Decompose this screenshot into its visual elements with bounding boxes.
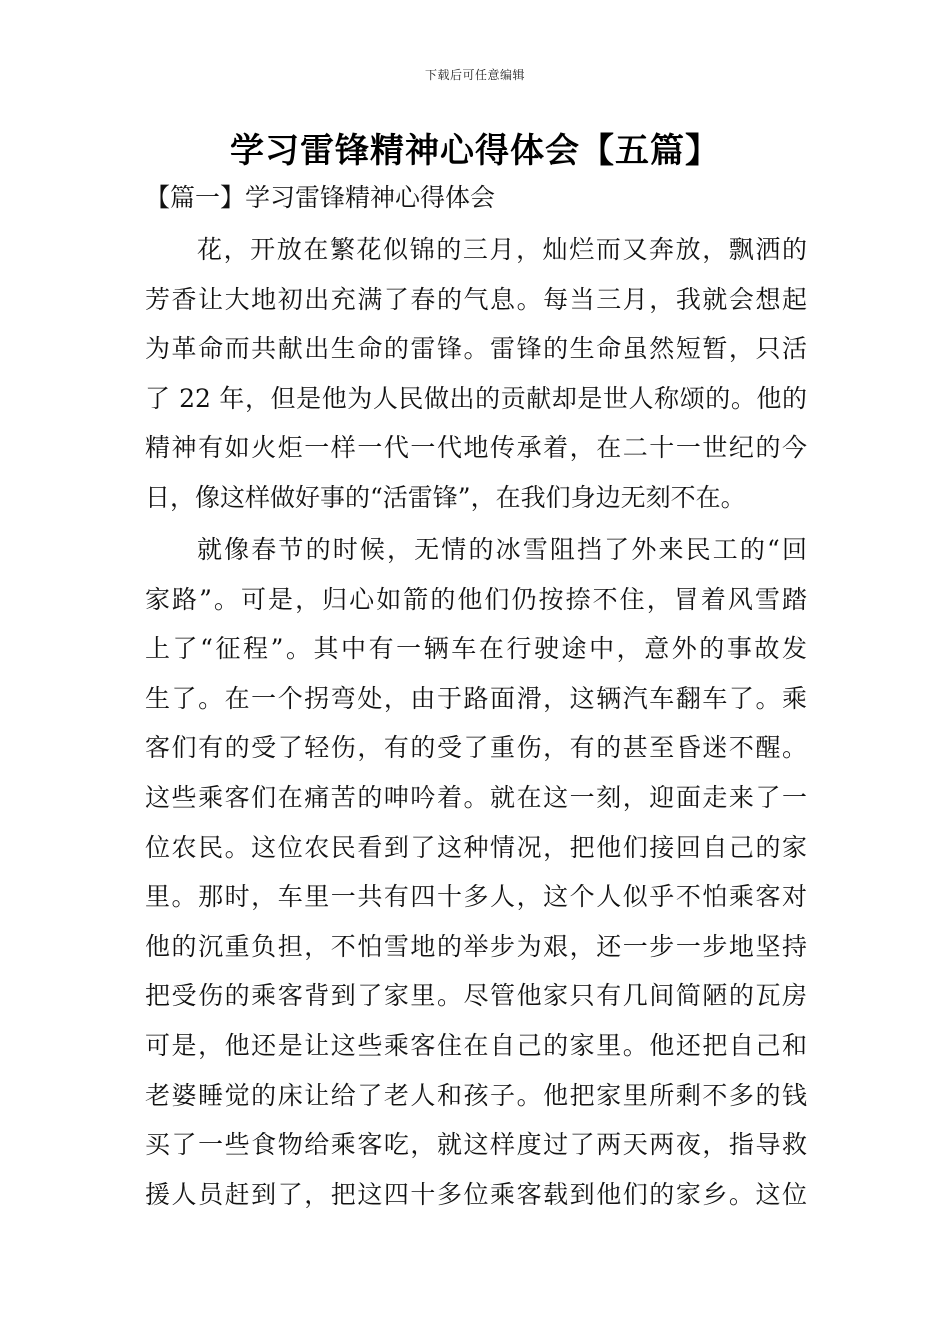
paragraph-line: 援人员赶到了，把这四十多位乘客载到他们的家乡。这位 [145, 1179, 807, 1209]
paragraph-line: 就像春节的时候，无情的冰雪阻挡了外来民工的“回 [197, 535, 807, 564]
section-heading: 【篇一】学习雷锋精神心得体会 [145, 183, 496, 212]
document-title: 学习雷锋精神心得体会【五篇】 [230, 131, 720, 171]
paragraph-line: 客们有的受了轻伤，有的受了重伤，有的甚至昏迷不醒。 [145, 733, 807, 763]
paragraph-line: 花，开放在繁花似锦的三月，灿烂而又奔放，飘洒的 [197, 235, 807, 264]
paragraph-line: 为革命而共献出生命的雷锋。雷锋的生命虽然短暂，只活 [145, 334, 807, 364]
paragraph-line: 买了一些食物给乘客吃，就这样度过了两天两夜，指导救 [145, 1130, 807, 1160]
paragraph-line: 生了。在一个拐弯处，由于路面滑，这辆汽车翻车了。乘 [145, 683, 807, 713]
paragraph-1 [145, 225, 807, 523]
paragraph-line: 上了“征程”。其中有一辆车在行驶途中，意外的事故发 [145, 634, 807, 664]
paragraph-2 [145, 525, 807, 1219]
paragraph-line: 位农民。这位农民看到了这种情况，把他们接回自己的家 [145, 832, 807, 862]
paragraph-line: 里。那时，车里一共有四十多人，这个人似乎不怕乘客对 [145, 882, 807, 912]
paragraph-line: 他的沉重负担，不怕雪地的举步为艰，还一步一步地坚持 [145, 931, 807, 961]
paragraph-line: 了 22 年，但是他为人民做出的贡献却是世人称颂的。他的 [145, 383, 807, 413]
paragraph-line: 这些乘客们在痛苦的呻吟着。就在这一刻，迎面走来了一 [145, 782, 807, 812]
paragraph-line: 芳香让大地初出充满了春的气息。每当三月，我就会想起 [145, 284, 807, 314]
paragraph-line: 把受伤的乘客背到了家里。尽管他家只有几间简陋的瓦房 [145, 981, 807, 1011]
header-note: 下载后可任意编辑 [424, 68, 525, 82]
paragraph-line: 日，像这样做好事的“活雷锋”，在我们身边无刻不在。 [145, 482, 746, 512]
paragraph-line: 老婆睡觉的床让给了老人和孩子。他把家里所剩不多的钱 [145, 1080, 807, 1110]
paragraph-line: 可是，他还是让这些乘客住在自己的家里。他还把自己和 [145, 1030, 807, 1060]
paragraph-line: 精神有如火炬一样一代一代地传承着，在二十一世纪的今 [145, 433, 807, 463]
paragraph-line: 家路”。可是，归心如箭的他们仍按捺不住，冒着风雪踏 [145, 584, 807, 614]
